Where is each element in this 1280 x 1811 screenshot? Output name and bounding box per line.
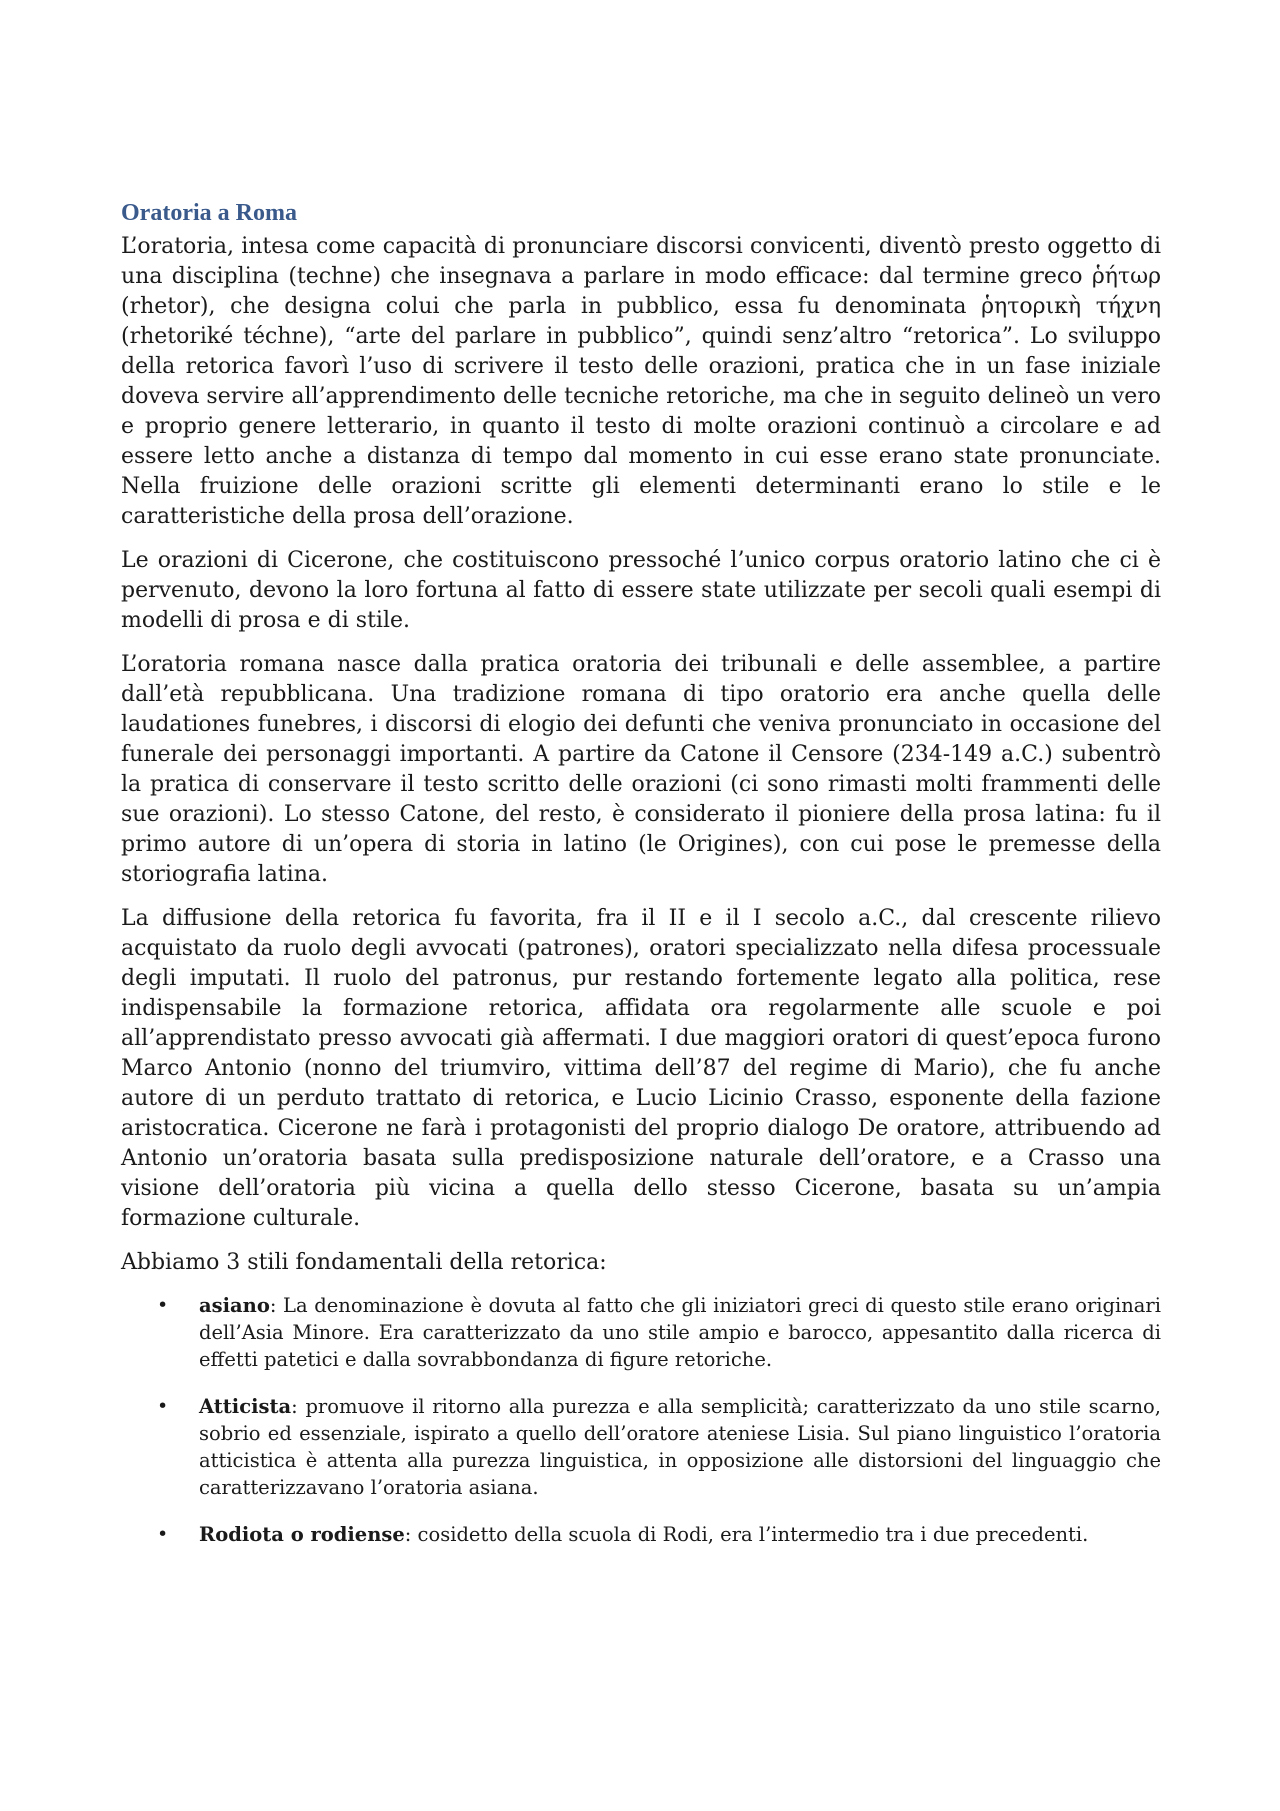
list-item (121, 1292, 1161, 1373)
paragraph-oratoria-romana: L’oratoria romana nasce dalla pratica oratoria dei tribunali e delle assemblee, a partire dall’età repubblicana. Una tradizione romana di tipo oratorio era anche quella delle laudationes funebres, i discorsi di elogio dei defunti che veniva pronunciato in occasione del funerale dei personaggi importanti. A partire da Catone il Censore (234-149 a.C.) subentrò la pratica di conservare il testo scritto delle orazioni (ci sono rimasti molti frammenti delle sue orazioni). Lo stesso Catone, del resto, è considerato il pioniere della prosa latina: fu il primo autore di un’opera di storia in latino (le Origines), con cui pose le premesse della storiografia latina. (121, 652, 1161, 887)
document-body (121, 196, 1161, 1568)
bullet-icon: • (157, 1294, 169, 1316)
list-item-term: Atticista (199, 1395, 292, 1418)
list-item-text: : promuove il ritorno alla purezza e alla semplicità; caratterizzato da uno stile scarno, sobrio ed essenziale, ispirato a quello dell’oratore ateniese Lisia. Sul piano linguistico l’oratoria atticistica è attenta alla purezza linguistica, in opposizione alle distorsioni del linguaggio che caratterizzavano l’oratoria asiana. (199, 1395, 1161, 1499)
page-title: Oratoria a Roma (121, 200, 297, 226)
list-item (121, 1521, 1161, 1548)
list-item-text: : La denominazione è dovuta al fatto che gli iniziatori greci di questo stile erano originari dell’Asia Minore. Era caratterizzato da uno stile ampio e barocco, appesantito dalla ricerca di effetti patetici e dalla sovrabbondanza di figure retoriche. (199, 1294, 1161, 1371)
paragraph-intro: L’oratoria, intesa come capacità di pronunciare discorsi convicenti, diventò presto oggetto di una disciplina (techne) che insegnava a parlare in modo efficace: dal termine greco ῥήτωρ (rhetor), che designa colui che parla in pubblico, essa fu denominata ῥητορικὴ τήχνη (rhetoriké téchne), “arte del parlare in pubblico”, quindi senz’altro “retorica”. Lo sviluppo della retorica favorì l’uso di scrivere il testo delle orazioni, pratica che in un fase iniziale doveva servire all’apprendimento delle tecniche retoriche, ma che in seguito delineò un vero e proprio genere letterario, in quanto il testo di molte orazioni continuò a circolare e ad essere letto anche a distanza di tempo dal momento in cui esse erano state pronunciate. Nella fruizione delle orazioni scritte gli elementi determinanti erano lo stile e le caratteristiche della prosa dell’orazione. (121, 234, 1161, 529)
bullet-icon: • (157, 1523, 169, 1545)
paragraph-cicerone: Le orazioni di Cicerone, che costituiscono pressoché l’unico corpus oratorio latino che ci è pervenuto, devono la loro fortuna al fatto di essere state utilizzate per secoli quali esempi di modelli di prosa e di stile. (121, 548, 1161, 633)
styles-list (121, 1292, 1161, 1548)
list-item-term: Rodiota o rodiense (199, 1523, 405, 1546)
list-item-term: asiano (199, 1294, 270, 1317)
list-item (121, 1393, 1161, 1501)
paragraph-stili-intro: Abbiamo 3 stili fondamentali della retorica: (121, 1250, 607, 1275)
list-item-text: : cosidetto della scuola di Rodi, era l’intermedio tra i due precedenti. (404, 1523, 1089, 1546)
bullet-icon: • (157, 1395, 169, 1417)
paragraph-diffusione: La diffusione della retorica fu favorita, fra il II e il I secolo a.C., dal crescente rilievo acquistato da ruolo degli avvocati (patrones), oratori specializzato nella difesa processuale degli imputati. Il ruolo del patronus, pur restando fortemente legato alla politica, rese indispensabile la formazione retorica, affidata ora regolarmente alle scuole e poi all’apprendistato presso avvocati già affermati. I due maggiori oratori di quest’epoca furono Marco Antonio (nonno del triumviro, vittima dell’87 del regime di Mario), che fu anche autore di un perduto trattato di retorica, e Lucio Licinio Crasso, esponente della fazione aristocratica. Cicerone ne farà i protagonisti del proprio dialogo De oratore, attribuendo ad Antonio un’oratoria basata sulla predisposizione naturale dell’oratore, e a Crasso una visione dell’oratoria più vicina a quella dello stesso Cicerone, basata su un’ampia formazione culturale. (121, 906, 1161, 1231)
